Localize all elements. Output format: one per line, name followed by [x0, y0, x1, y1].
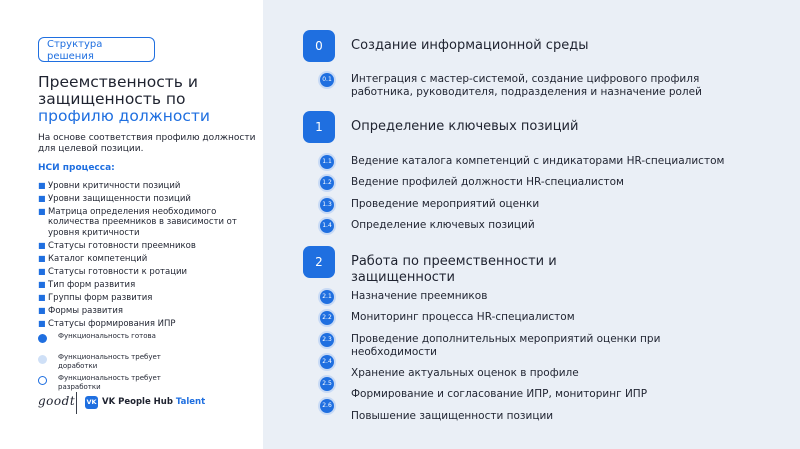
- step-badge: 2.3: [320, 333, 334, 347]
- light-circle-icon: [38, 355, 47, 364]
- step-badge: 2.2: [320, 311, 334, 325]
- list-item: ■ Статусы формирования ИПР: [38, 318, 176, 329]
- logos: [38, 392, 238, 414]
- list-item: ■ Формы развития: [38, 305, 123, 316]
- nsi-label: НСИ процесса:: [38, 163, 115, 173]
- page-subtitle: На основе соответствия профилю должности для целевой позиции.: [38, 133, 256, 154]
- section-number-badge: 2: [303, 246, 335, 278]
- bullet-icon: ■: [38, 279, 46, 289]
- step-text: Проведение дополнительных мероприятий оценки при необходимости: [351, 333, 661, 358]
- bullet-icon: ■: [38, 253, 46, 263]
- step-text: Интеграция с мастер-системой, создание цифрового профиля работника, руководителя, подразделения и назначение ролей: [351, 73, 702, 98]
- section-title: Создание информационной среды: [351, 38, 589, 53]
- title-line-1: Преемственность и: [38, 73, 198, 91]
- list-item: ■ Каталог компетенций: [38, 253, 148, 264]
- section-title: Определение ключевых позиций: [351, 119, 579, 134]
- section-number-badge: 1: [303, 111, 335, 143]
- vk-logo-icon: VK: [85, 396, 98, 409]
- title-accent: профилю должности: [38, 107, 210, 125]
- step-text: Ведение профилей должности HR-специалистом: [351, 176, 624, 188]
- list-item: ■ Уровни защищенности позиций: [38, 194, 191, 204]
- list-item: ■ Уровни критичности позиций: [38, 181, 181, 191]
- nsi-list: [38, 181, 260, 332]
- step-text: Формирование и согласование ИПР, мониторинг ИПР: [351, 388, 648, 400]
- list-item: ■ Тип форм развития: [38, 279, 136, 290]
- outline-circle-icon: [38, 376, 47, 385]
- step-badge: 2.4: [320, 355, 334, 369]
- filled-circle-icon: [38, 334, 47, 343]
- legend-label: Функциональность требует разработки: [58, 374, 161, 391]
- section-tag: Структура решения: [38, 37, 155, 62]
- step-text: Хранение актуальных оценок в профиле: [351, 367, 579, 379]
- bullet-icon: ■: [38, 266, 46, 276]
- step-text: Проведение мероприятий оценки: [351, 198, 540, 210]
- step-badge: 1.3: [320, 198, 334, 212]
- step-badge: 2.6: [320, 399, 334, 413]
- step-badge: 2.5: [320, 377, 334, 391]
- step-badge: 0.1: [320, 73, 334, 87]
- goodt-logo: goodt: [38, 394, 76, 408]
- step-text: Мониторинг процесса HR-специалистом: [351, 311, 575, 323]
- step-badge: 2.1: [320, 290, 334, 304]
- bullet-icon: ■: [38, 194, 46, 203]
- step-text: Повышение защищенности позиции: [351, 410, 554, 422]
- list-item: ■ Матрица определения необходимого количества преемников в зависимости от уровня критичности: [38, 207, 237, 238]
- bullet-icon: ■: [38, 181, 46, 190]
- bullet-icon: ■: [38, 240, 46, 250]
- step-text: Ведение каталога компетенций с индикаторами HR-специалистом: [351, 155, 725, 167]
- list-item: ■ Статусы готовности к ротации: [38, 266, 188, 277]
- bullet-icon: ■: [38, 207, 46, 216]
- logo-divider: [76, 392, 77, 414]
- step-badge: 1.4: [320, 219, 334, 233]
- section-title: Работа по преемственности и защищенности: [351, 254, 557, 285]
- step-text: Определение ключевых позиций: [351, 219, 535, 231]
- page-title: [38, 74, 258, 125]
- bullet-icon: ■: [38, 318, 46, 328]
- bullet-icon: ■: [38, 305, 46, 315]
- list-item: ■ Группы форм развития: [38, 292, 153, 303]
- legend-label: Функциональность требует доработки: [58, 353, 161, 370]
- left-panel: [0, 0, 263, 449]
- title-line-2: защищенность по: [38, 90, 186, 108]
- vk-people-hub-logo: VK People Hub Talent: [102, 397, 206, 407]
- step-badge: 1.2: [320, 176, 334, 190]
- step-text: Назначение преемников: [351, 290, 488, 302]
- legend-label: Функциональность готова: [58, 332, 156, 340]
- section-number-badge: 0: [303, 30, 335, 62]
- list-item: ■ Статусы готовности преемников: [38, 240, 196, 251]
- step-badge: 1.1: [320, 155, 334, 169]
- bullet-icon: ■: [38, 292, 46, 302]
